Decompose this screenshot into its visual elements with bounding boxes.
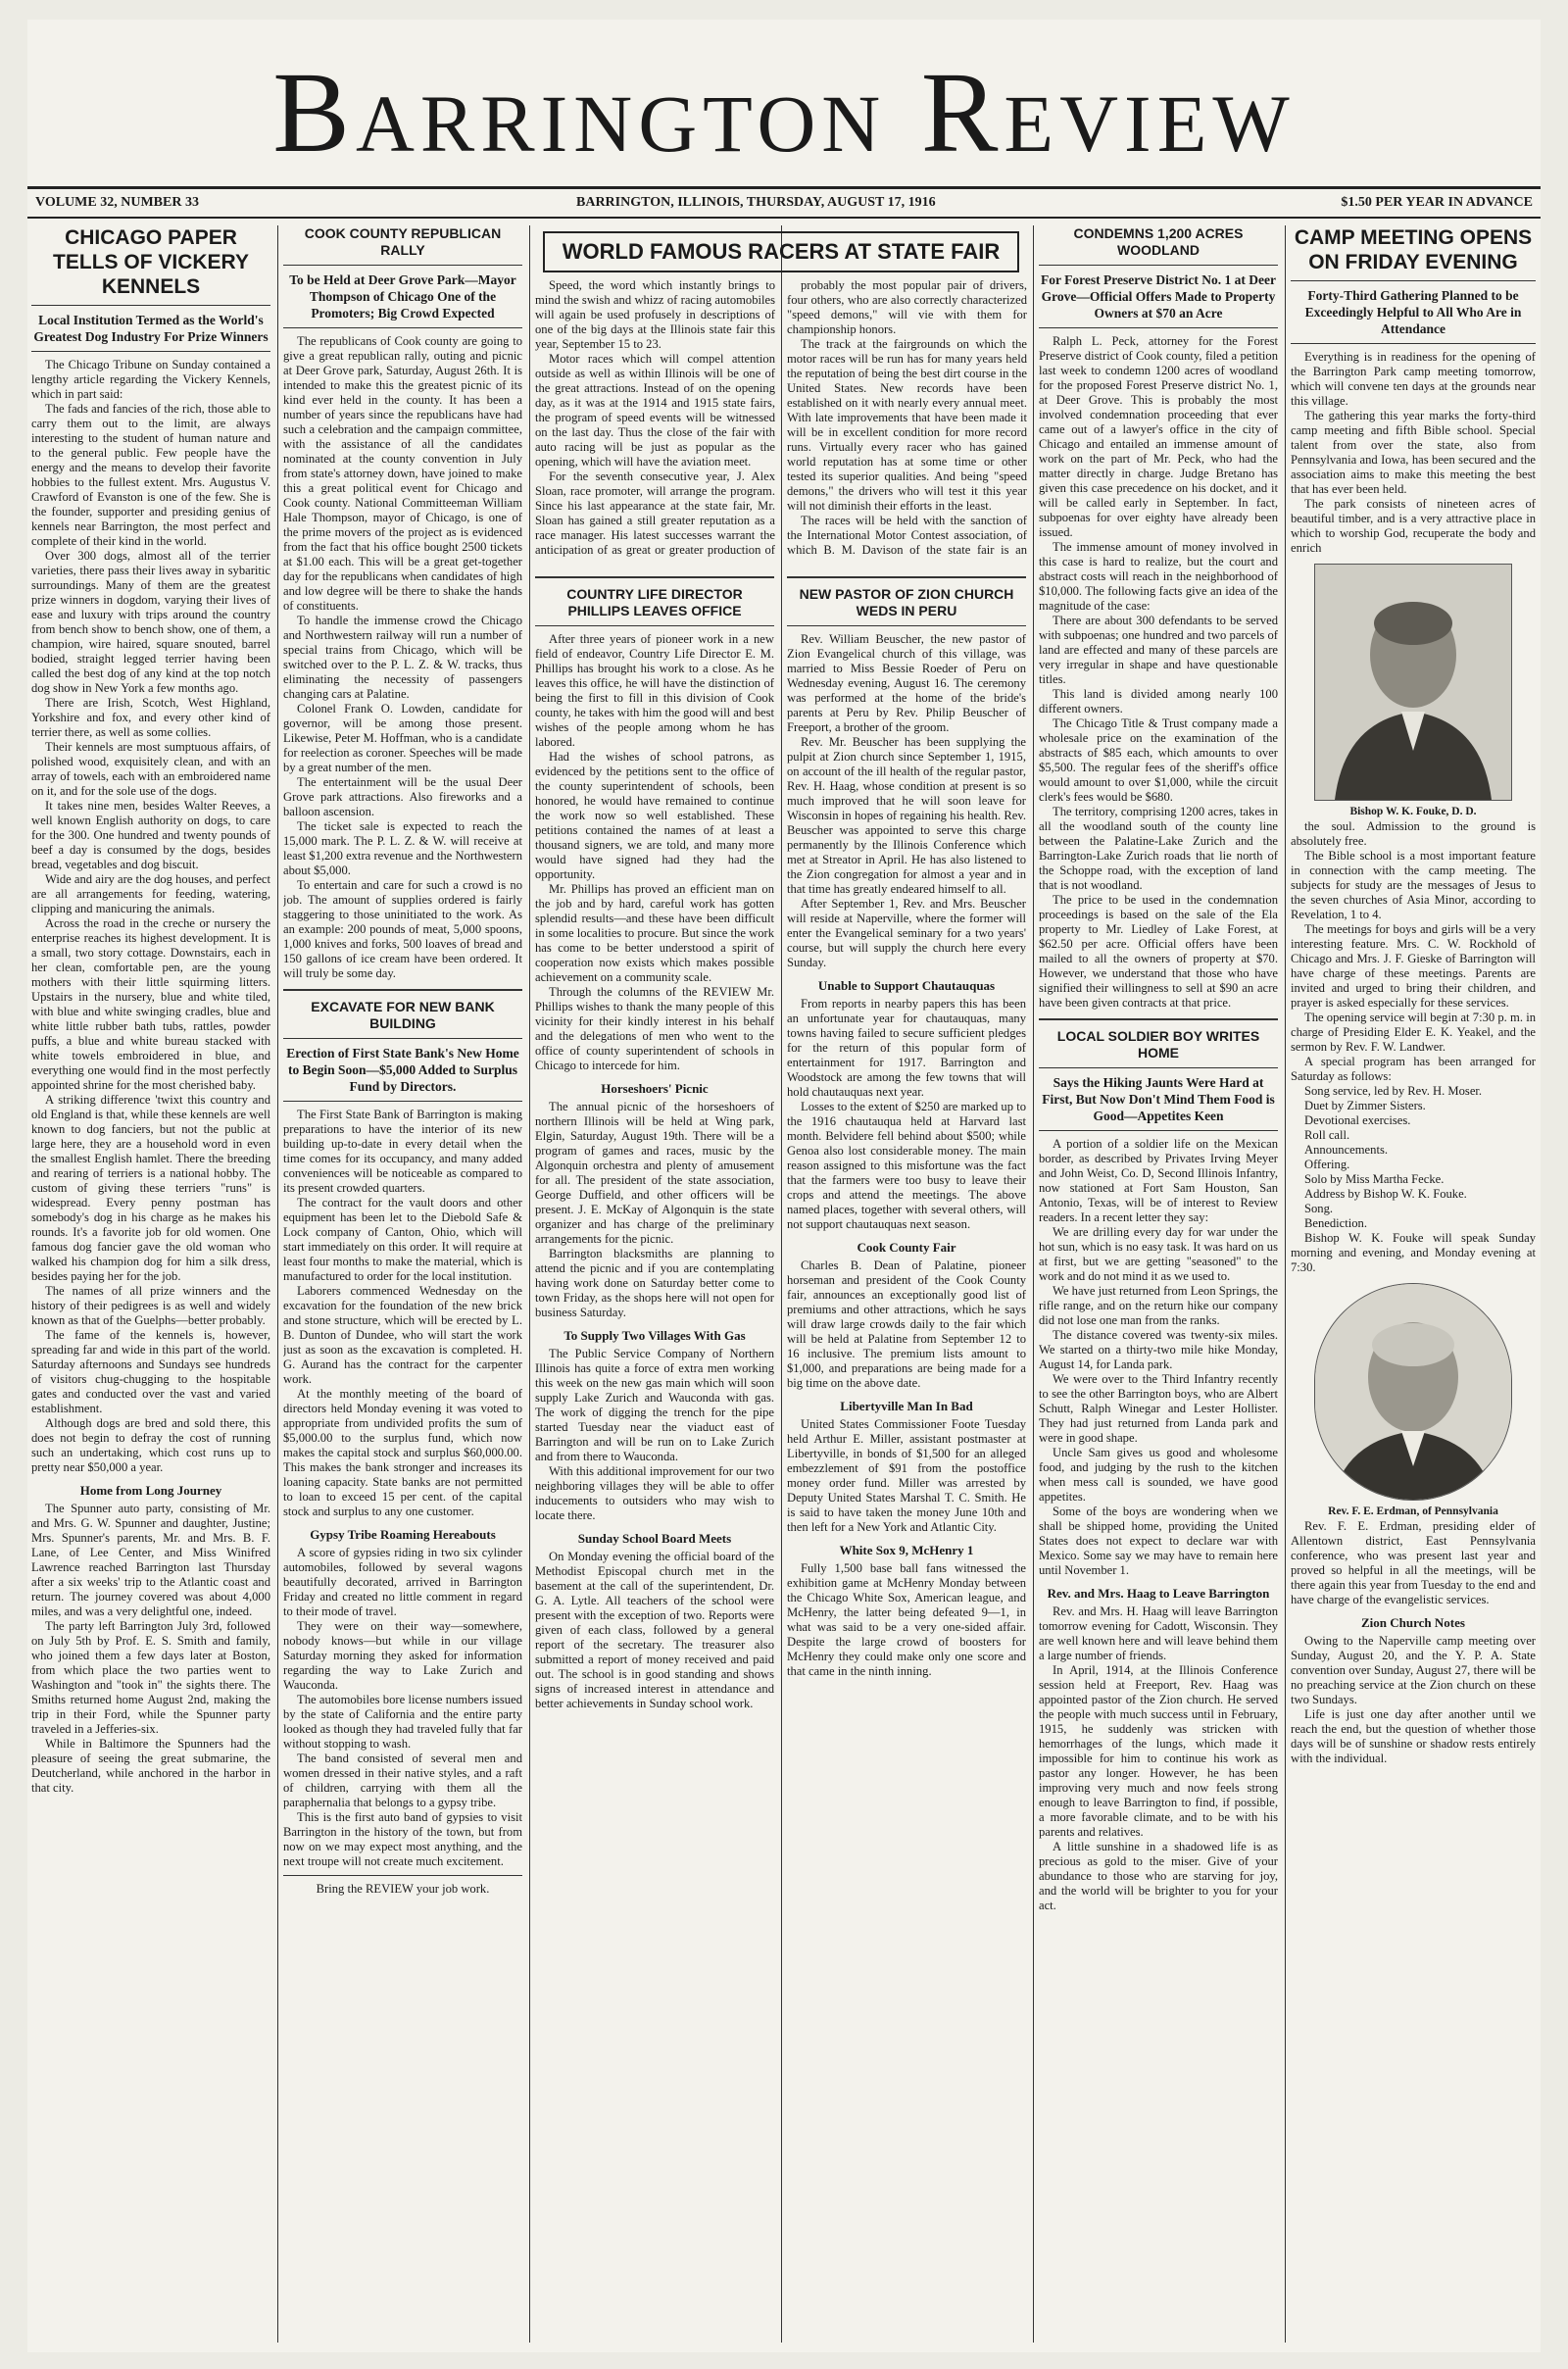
subhead-camp-meeting: Forty-Third Gathering Planned to be Exceedingly Helpful to All Who Are in Attendance: [1304, 288, 1522, 336]
paragraph: The republicans of Cook county are going to give a great republican rally, outing and picnic at Deer Grove park, Saturday, August 26th. It is intended to make this the greatest picnic of its kind ever held in the county. It has been a number of years since the republicans have had such a celebration and the campaign committee, with the assistance of all the candidates nominated at the county convention in July from state's attorney down, have joined to make this a great political event for Chicago and Cook county. National Committeeman William Hale Thompson, mayor of Chicago, is one of the prime movers of the project as is evidenced from the fact that his office bought 2500 tickets at $1.00 each. This will be a great get-together day for the republicans when candidates of high and low degree will be there to shake the hands of constituents.: [283, 334, 522, 613]
paragraph: Motor races which will compel attention outside as well as within Illinois will be one of the great attractions. Instead of on the opening day, as it was at the 1914 and 1915 state fairs, the program of speed events will be witnessed on the last day. Thus the close of the fair with auto racing will be just as popular as the opening, which will have the aviation meet.: [535, 352, 775, 469]
headline-condemns-woodland: CONDEMNS 1,200 ACRES WOODLAND: [1073, 225, 1244, 258]
paragraph: The band consisted of several men and women dressed in their native styles, and a raft of children, carrying with them all the paraphernalia that belongs to a gypsy tribe.: [283, 1752, 522, 1809]
paragraph: Bishop W. K. Fouke will speak Sunday morning and evening, and Monday evening at 7:30.: [1291, 1231, 1536, 1274]
paragraph: Rev. F. E. Erdman, presiding elder of Allentown district, East Pennsylvania conference, who was present last year and proved so helpful in all the meetings, will be there again this year from Tuesday to the end and have charge of the evangelistic services.: [1291, 1519, 1536, 1606]
headline-country-life-director: COUNTRY LIFE DIRECTOR PHILLIPS LEAVES OFFICE: [566, 586, 743, 618]
paragraph: From reports in nearby papers this has been an unfortunate year for chautauquas, many towns having failed to secure sufficient pledges for the return of this popular form of entertainment for 1917. Barrington and Woodstock are among the few towns that will hold chautauquas next year.: [787, 997, 1026, 1099]
dateline-bar: [27, 186, 1541, 219]
subhead-bank-building: Erection of First State Bank's New Home to Begin Soon—$5,000 Added to Surplus Fund by Directors.: [286, 1046, 519, 1094]
paragraph: Charles B. Dean of Palatine, pioneer horseman and president of the Cook County fair, announces an exceptionally good list of premiums and other attractions, which he says will draw large crowds daily to the fair which will be held at Palatine from September 12 to 16 inclusive. The premium lists amount to $1,000, and preparations are being made for a big time on the above date.: [787, 1259, 1026, 1390]
paragraph: After three years of pioneer work in a new field of endeavor, Country Life Director E. M. Phillips has brought his work to a close. As he leaves this office, he will have the distinction of being the first to fill in this division of Cook county, he takes with him the good will and best wishes of the people among whom he has labored.: [535, 632, 774, 749]
headline-gypsy-tribe: Gypsy Tribe Roaming Hereabouts: [310, 1527, 496, 1542]
bishop-fouke-caption: Bishop W. K. Fouke, D. D.: [1349, 806, 1477, 817]
subhead-vickery-kennels: Local Institution Termed as the World's Greatest Dog Industry For Prize Winners: [33, 313, 269, 344]
subscription-price: $1.50 PER YEAR IN ADVANCE: [1341, 195, 1533, 210]
paragraph: Rev. William Beuscher, the new pastor of Zion Evangelical church of this village, was married to Miss Bessie Roeder of Peru on Wednesday evening, August 16. The ceremony was performed at the home of the bride's parents at Peru by Rev. Philip Beuscher of Freeport, a brother of the groom.: [787, 632, 1026, 734]
column-rule: [529, 225, 530, 2343]
paragraph: Barrington blacksmiths are planning to attend the picnic and if you are contemplating having work done on Saturday better come to town Friday, as the shops here will not open for business Saturday.: [535, 1247, 774, 1319]
headline-sunday-school: Sunday School Board Meets: [577, 1531, 732, 1546]
headline-cook-county-fair: Cook County Fair: [857, 1240, 956, 1255]
paragraph: We were over to the Third Infantry recently to see the other Barrington boys, who are Albert Schutt, Ralph Winegar and Lester Hollister. They had just returned from Landa park and were in good shape.: [1039, 1372, 1278, 1445]
paragraph: With this additional improvement for our two neighboring villages they will be able to offer inducements to outsiders who may wish to locate there.: [535, 1464, 774, 1522]
paragraph: The Chicago Tribune on Sunday contained a lengthy article regarding the Vickery Kennels, which in part said:: [31, 358, 270, 401]
paragraph: Mr. Phillips has proved an efficient man on the job and by hard, careful work has gotten splendid results—and these have been difficult in some localities to procure. But since the work has come to be better understood a spirit of cooperation now exists which makes possible achievement on a community scale.: [535, 882, 774, 984]
column-rule: [1285, 225, 1286, 2343]
paragraph: Uncle Sam gives us good and wholesome food, and judging by the rush to the kitchen when mess call is sounded, we have good appetites.: [1039, 1446, 1278, 1504]
program-item: Announcements.: [1304, 1143, 1388, 1157]
headline-camp-meeting: CAMP MEETING OPENS ON FRIDAY EVENING: [1294, 226, 1533, 273]
headline-libertyville: Libertyville Man In Bad: [840, 1399, 973, 1413]
paragraph: This is the first auto band of gypsies to visit Barrington in the history of the town, but from now on we may expect most anything, and the next troupe will not create much excitement.: [283, 1810, 522, 1868]
paragraph: Their kennels are most sumptuous affairs, of polished wood, exquisitely clean, and with an array of towels, each with an embroidered name on it, and for the sole use of the dogs.: [31, 740, 270, 798]
column-3: [535, 568, 774, 2343]
column-rule: [1033, 225, 1034, 2343]
paragraph: For the seventh consecutive year, J. Alex Sloan, race promoter, will arrange the program. Since his last appearance at the state fair, Mr. Sloan has gained a still greater reputation as a race manager. His latest successes warrant the anticipation of as great or greater production of: [535, 469, 775, 557]
paragraph: A portion of a soldier life on the Mexican border, as described by Privates Irving Meyer and John Weist, Co. D, Second Illinois Infantry, now stationed at Fort Sam Houston, San Antonio, Texas, will be of interest to Review readers. In a recent letter they say:: [1039, 1137, 1278, 1224]
paragraph: The contract for the vault doors and other equipment has been let to the Diebold Safe & Lock company of Canton, Ohio, which will start immediately on this order. It will require at least four months to make the material, which is manufactured to order for the local institution.: [283, 1196, 522, 1283]
subhead-soldier-boy: Says the Hiking Jaunts Were Hard at First, But Now Don't Mind Them Food is Good—Appetites Keen: [1042, 1075, 1275, 1123]
paragraph: Fully 1,500 base ball fans witnessed the exhibition game at McHenry Monday between the Chicago White Sox, American league, and McHenry, the latter being defeated 9—1, in what was said to be a very one-sided affair. Despite the large crowd of boosters for McHenry they could make only one score and that came in the ninth inning.: [787, 1561, 1026, 1678]
paragraph: Colonel Frank O. Lowden, candidate for governor, will be among those present. Likewise, Peter M. Hoffman, who is a candidate for reelection as coroner. Speeches will be made by a great number of the men.: [283, 702, 522, 774]
paragraph: Rev. and Mrs. H. Haag will leave Barrington tomorrow evening for Cadott, Wisconsin. They are well known here and will leave behind them a large number of friends.: [1039, 1604, 1278, 1662]
paragraph: Wide and airy are the dog houses, and perfect are all arrangements for feeding, watering, clipping and manicuring the animals.: [31, 872, 270, 915]
paragraph: The Chicago Title & Trust company made a wholesale price on the examination of the abstracts of $85 each, which amounts to over $5,500. The regular fees of the sheriff's office would amount to over $1,000, while the circuit clerk's fees would be $680.: [1039, 716, 1278, 804]
paragraph: A special program has been arranged for Saturday as follows:: [1291, 1055, 1536, 1083]
job-work-notice: Bring the REVIEW your job work.: [316, 1882, 490, 1896]
headline-vickery-kennels: CHICAGO PAPER TELLS OF VICKERY KENNELS: [53, 226, 249, 298]
program-item: Song service, led by Rev. H. Moser.: [1304, 1084, 1483, 1098]
paragraph: After September 1, Rev. and Mrs. Beuscher will reside at Naperville, where the former will enter the Evangelical seminary for a two years' course, but will supply the church here every Sunday.: [787, 897, 1026, 969]
bishop-fouke-portrait: [1314, 564, 1512, 801]
headline-white-sox: White Sox 9, McHenry 1: [839, 1543, 974, 1557]
paragraph: Although dogs are bred and sold there, this does not begin to defray the cost of running such an undertaking, which cost runs up to pretty near $50,000 a year.: [31, 1416, 270, 1474]
paragraph: United States Commissioner Foote Tuesday held Arthur E. Miller, assistant postmaster at Libertyville, in bonds of $1,500 for an alleged embezzlement of $91 from the postoffice money order fund. Miller was arrested by Deputy United States Marshal T. C. Smith. He is said to have taken the money June 10th and then left for a New York and Atlantic City.: [787, 1417, 1026, 1534]
paragraph: the soul. Admission to the ground is absolutely free.: [1291, 819, 1536, 848]
paragraph: They were on their way—somewhere, nobody knows—but while in our village Saturday morning they asked for information regarding the way to Lake Zurich and Wauconda.: [283, 1619, 522, 1692]
headline-bank-building: EXCAVATE FOR NEW BANK BUILDING: [311, 999, 495, 1031]
headline-home-from-journey: Home from Long Journey: [79, 1483, 222, 1498]
program-item: Duet by Zimmer Sisters.: [1304, 1099, 1426, 1112]
paragraph: The Spunner auto party, consisting of Mr. and Mrs. G. W. Spunner and daughter, Justine; Mrs. Spunner's parents, Mr. and Mrs. B. F. Lane, of Lee Center, and Miss Winifred Lawrence reached Barrington last Thursday after a six weeks' trip to the Atlantic coast and return. The journey covered was about 4,000 miles, and was a very delightful one, indeed.: [31, 1502, 270, 1618]
paragraph: We are drilling every day for war under the hot sun, which is no easy task. It was hard on us at first, but we are getting "seasoned" to the work and do not mind it as we used to.: [1039, 1225, 1278, 1283]
rev-erdman-caption: Rev. F. E. Erdman, of Pennsylvania: [1328, 1505, 1498, 1517]
paragraph: Had the wishes of school patrons, as evidenced by the petitions sent to the office of the county superintendent of schools, been honored, he would have remained to continue the work now so well established. These petitions contained the names of at least a thousand signers, we are told, and many more would have signed had they had the opportunity.: [535, 750, 774, 881]
paragraph: We have just returned from Leon Springs, the rifle range, and on the return hike our company did not lose one man from the ranks.: [1039, 1284, 1278, 1327]
paragraph: Rev. Mr. Beuscher has been supplying the pulpit at Zion church since September 1, 1915, on account of the ill health of the regular pastor, Rev. H. Haag, whose condition at present is so much improved that he will soon leave for Wisconsin in hopes of regaining his health. Rev. Beuscher was appointed to serve this charge permanently by the Illinois Conference which met at Streator in April. He has also listened to the Zion congregation for almost a year and in that time has greatly endeared himself to all.: [787, 735, 1026, 896]
program-item: Roll call.: [1304, 1128, 1350, 1142]
subhead-condemns-woodland: For Forest Preserve District No. 1 at Deer Grove—Official Offers Made to Property Owners at $70 an Acre: [1041, 272, 1276, 321]
paragraph: The distance covered was twenty-six miles. We started on a thirty-two mile hike Monday, August 14, for Landa park.: [1039, 1328, 1278, 1371]
paragraph: The park consists of nineteen acres of beautiful timber, and is a very attractive place in which to worship God, recuperate the body and enrich: [1291, 497, 1536, 555]
column-6: [1291, 225, 1536, 2343]
program-item: Solo by Miss Martha Fecke.: [1304, 1172, 1445, 1186]
paragraph: At the monthly meeting of the board of directors held Monday evening it was voted to appropriate from undivided profits the sum of $5,000.00 to the surplus fund, which now makes the capital stock and surplus $60,000.00. This makes the bank stronger and increases its loaning capacity. State banks are not permitted to loan to exceed 15 per cent. of the capital stock and surplus to any one customer.: [283, 1387, 522, 1518]
paragraph: The price to be used in the condemnation proceedings is based on the sale of the Ela property to Mr. Liedley of Lake Forest, at $62.50 per acre. Official offers have been mailed to all the owners of property at $70. However, we understand that those who have signified their willingness to sell at $90 an acre have been given contracts at that price.: [1039, 893, 1278, 1010]
paragraph: The opening service will begin at 7:30 p. m. in charge of Presiding Elder E. K. Yeakel, and the sermon by Rev. F. W. Landwer.: [1291, 1011, 1536, 1054]
program-item: Address by Bishop W. K. Fouke.: [1304, 1187, 1467, 1201]
paragraph: The Public Service Company of Northern Illinois has quite a force of extra men working this week on the new gas main which will soon supply Lake Zurich and Wauconda with gas. The work of digging the trench for the pipe started Tuesday near the viaduct east of Barrington and will be run on to Lake Zurich and from there to Wauconda.: [535, 1347, 774, 1463]
paragraph: probably the most popular pair of drivers, four others, who are also correctly characterized "speed demons," will vie with them for championship honors.: [787, 278, 1027, 336]
paragraph: Life is just one day after another until we reach the end, but the question of whether those days will be of sunshine or shadow rests entirely with the individual.: [1291, 1707, 1536, 1765]
paragraph: A little sunshine in a shadowed life is as precious as gold to the miser. Give of your abundance to those who are starving for joy, and the world will be brighter to you for your act.: [1039, 1840, 1278, 1912]
headline-horseshoers-picnic: Horseshoers' Picnic: [601, 1081, 709, 1096]
paragraph: A striking difference 'twixt this country and old England is that, while these kennels are well known to dog fanciers, but not the public at large here, they are a household word in even the smallest English hamlet. There the breeding and rearing of terriers is a national hobby. The custom of giving these terriers "runs" is widespread. Every penny postman has somebody's dog in his charge as he makes his rounds. It's a favorite job for old women. One famous dog fancier gave the old woman who walked his champion dog for him a silk dress, besides paying her for the job.: [31, 1093, 270, 1283]
paragraph: While in Baltimore the Spunners had the pleasure of seeing the great submarine, the Deutcherland, while anchored in the harbor in that city.: [31, 1737, 270, 1795]
paragraph: Through the columns of the REVIEW Mr. Phillips wishes to thank the many people of this vicinity for their kindly interest in his behalf and the delegations of men who went to the office of county superintendent of schools in Chicago to intercede for him.: [535, 985, 774, 1072]
program-item: Benediction.: [1304, 1216, 1368, 1230]
headline-zion-notes: Zion Church Notes: [1361, 1615, 1465, 1630]
paragraph: Over 300 dogs, almost all of the terrier varieties, there pass their lives away in sybaritic surroundings. Many of them are the greatest prize winners in dogdom, varying their lives of ease and luxury with trips around the country from bench show to bench show, one of them, a champion, wire haired, square snouted, barrel bodied, straight legged terrier having been called the best dog of any kind at the top notch dog show in New York a few months ago.: [31, 549, 270, 695]
paragraph: Speed, the word which instantly brings to mind the swish and whizz of racing automobiles will again be used profusely in descriptions of one of the big days at the Illinois state fair this year, September 15 to 23.: [535, 278, 775, 351]
headline-republican-rally: COOK COUNTY REPUBLICAN RALLY: [304, 225, 502, 258]
paragraph: On Monday evening the official board of the Methodist Episcopal church met in the basement at the call of the superintendent, Dr. G. A. Lytle. All teachers of the school were present with the exception of two. Reports were given of each class, followed by a general report of the secretary. The treasurer also submitted a report of money received and paid out. The school is in good standing and shows signs of increased interest in attendance and better achievements in Sunday school work.: [535, 1550, 774, 1710]
paragraph: Some of the boys are wondering when we shall be shipped home, providing the United States does not expect to declare war with Mexico. Some say we may have to remain here until November 1.: [1039, 1505, 1278, 1577]
program-item: Offering.: [1304, 1158, 1350, 1171]
rev-erdman-portrait: [1314, 1283, 1512, 1501]
paragraph: The party left Barrington July 3rd, followed on July 5th by Prof. E. S. Smith and family, who joined them a few days later at Boston, from which place the two parties went to Washington and "took in" the sights there. The Smiths returned home August 2nd, making the trip in their Ford, while the Spunner party traveled in a Jefferies-six.: [31, 1619, 270, 1736]
paragraph: There are Irish, Scotch, West Highland, Yorkshire and fox, and every other kind of terrier there, as well as some collies.: [31, 696, 270, 739]
paragraph: Losses to the extent of $250 are marked up to the 1916 chautauqua held at Harvard last month. Belvidere fell behind about $500; while Genoa also lost considerable money. The main reason assigned to this misfortune was the fact that the farmers were too busy to leave their crops and attend the meetings. The above named places, together with several others, will not support chautauquas next season.: [787, 1100, 1026, 1231]
headline-chautauquas: Unable to Support Chautauquas: [817, 978, 996, 993]
paragraph: The fame of the kennels is, however, spreading far and wide in this part of the world. Saturday afternoons and Sundays see hundreds of visitors chug-chugging to the hospitable gates and conducted over the vast and varied establishment.: [31, 1328, 270, 1415]
paragraph: There are about 300 defendants to be served with subpoenas; one hundred and two parcels of land are effected and many of these parcels are very irregular in shape and have questionable titles.: [1039, 614, 1278, 686]
article-vickery-kennels: [31, 358, 270, 1475]
subhead-republican-rally: To be Held at Deer Grove Park—Mayor Thompson of Chicago One of the Promoters; Big Crowd Expected: [289, 272, 516, 321]
paragraph: This land is divided among nearly 100 different owners.: [1039, 687, 1278, 716]
paragraph: The entertainment will be the usual Deer Grove park attractions. Also fireworks and a balloon ascension.: [283, 775, 522, 818]
racers-col-right: [787, 278, 1027, 559]
paragraph: The meetings for boys and girls will be a very interesting feature. Mrs. C. W. Rockhold of Chicago and Mrs. J. F. Gieske of Barrington will have charge of these meetings. Parents are invited and urged to bring their children, and prayer is asked especially for these services.: [1291, 922, 1536, 1010]
paragraph: Everything is in readiness for the opening of the Barrington Park camp meeting tomorrow, which will convene ten days at the grounds near this village.: [1291, 350, 1536, 408]
paragraph: The immense amount of money involved in this case is hard to realize, but the court and abstract costs will reach in the neighborhood of $10,000. The following facts give an idea of the magnitude of the case:: [1039, 540, 1278, 613]
headline-soldier-boy: LOCAL SOLDIER BOY WRITES HOME: [1056, 1028, 1260, 1061]
headline-gas-supply: To Supply Two Villages With Gas: [564, 1328, 746, 1343]
paragraph: The gathering this year marks the forty-third camp meeting and fifth Bible school. Special talent from over the state, also from Pennsylvania and Iowa, has been secured and the association aims to make this meeting the best that has ever been held.: [1291, 409, 1536, 496]
paragraph: In April, 1914, at the Illinois Conference session held at Freeport, Rev. Haag was appointed pastor of the Zion church. He served the people with much success until in February, 1915, he suddenly was stricken with hemorrhages of the lungs, which made it impossible for him to continue his work as pastor any longer. However, he has been improving very much and now feels strong enough to leave Barrington to find, if possible, a more favorable climate, and to be with his parents and relatives.: [1039, 1663, 1278, 1839]
column-rule: [277, 225, 278, 2343]
paragraph: The Bible school is a most important feature in connection with the camp meeting. The subjects for study are the messages of Jesus to the seven churches of Asia Minor, according to Revelation, 1 to 4.: [1291, 849, 1536, 921]
volume-number: VOLUME 32, NUMBER 33: [35, 195, 199, 210]
paragraph: The automobiles bore license numbers issued by the state of California and the entire party looked as though they had traveled fully that far without stopping to wash.: [283, 1693, 522, 1751]
newspaper-page: [27, 20, 1541, 2352]
paragraph: The fads and fancies of the rich, those able to carry them out to the limit, are always interesting to the student of human nature and to the general public. Few people have the energy and the means to develop their favorite hobbies to the fullest extent. Mrs. Augustus V. Crawford of Evanston is one of the few. She is the founder, supporter and presiding genius of kennels near Barrington, the most perfect and complete of their kind in the world.: [31, 402, 270, 548]
paragraph: Laborers commenced Wednesday on the excavation for the foundation of the new brick and stone structure, which will be erected by L. B. Dunton of Dundee, who will start the work just as soon as the excavation is completed. H. G. Aurand has the contract for the carpenter work.: [283, 1284, 522, 1386]
masthead-title: Barrington Review: [272, 48, 1296, 176]
paragraph: The races will be held with the sanction of the International Motor Contest association, of which B. M. Davison of the state fair is an: [787, 514, 1027, 557]
headline-haag-leave: Rev. and Mrs. Haag to Leave Barrington: [1047, 1586, 1270, 1601]
column-5: [1039, 225, 1278, 2343]
paragraph: To handle the immense crowd the Chicago and Northwestern railway will run a number of special trains from Chicago, which will be switched over to the P. L. Z. & W. tracks, thus eliminating the necessity of passengers changing cars at Palatine.: [283, 614, 522, 701]
program-item: Song.: [1304, 1202, 1334, 1215]
paragraph: The names of all prize winners and the history of their pedigrees is as well and widely known as that of the Guelphs—better probably.: [31, 1284, 270, 1327]
column-4: [787, 568, 1026, 2343]
paragraph: The territory, comprising 1200 acres, takes in all the woodland south of the county line between the Palatine-Lake Zurich and the Barrington-Lake Zurich roads that lie north of the Schoppe road, with the exception of land that is not woodland.: [1039, 805, 1278, 892]
program-item: Devotional exercises.: [1304, 1113, 1411, 1127]
paragraph: Owing to the Naperville camp meeting over Sunday, August 20, and the Y. P. A. State convention over Sunday, August 27, there will be no preaching service at the Zion church on these two Sundays.: [1291, 1634, 1536, 1706]
racers-col-left: [535, 278, 775, 559]
column-1: [31, 225, 270, 2343]
column-2: [283, 225, 522, 2343]
headline-racers-state-fair: WORLD FAMOUS RACERS AT STATE FAIR: [543, 231, 1019, 272]
paragraph: The track at the fairgrounds on which the motor races will be run has for many years held the reputation of being the best dirt course in the United States. New records have been established on it with nearly every annual meet. With late improvements that have been made it will be in excellent condition for more record runs. Virtually every racer who has gained world reputation has at some time or other tested its superior qualities. And being "speed demons," the drivers who will test it this year will not diminish their efforts in the least.: [787, 337, 1027, 513]
paragraph: The ticket sale is expected to reach the 15,000 mark. The P. L. Z. & W. will receive at least $1,200 extra revenue and the Northwestern about $5,000.: [283, 819, 522, 877]
paragraph: Ralph L. Peck, attorney for the Forest Preserve district of Cook county, filed a petition last week to condemn 1200 acres of woodland for the proposed Forest Preserve district No. 1, at Deer Grove. This is probably the most involved condemnation proceeding that ever came out of a lawyer's office in the city of Chicago and entailed an immense amount of work on the part of Mr. Peck, who had the matter directly in charge. Judge Bretano has given this case precedence on his docket, and it will be called early in September. In fact, subpoenas for over eighty have already been issued.: [1039, 334, 1278, 539]
paragraph: Across the road in the creche or nursery the enterprise reaches its highest development. It is a small, two story cottage. Downstairs, each in her clean, comfortable pen, are the young mothers with their little squirming litters. Upstairs in the nursery, blue and white tiled, with blue and white swinging cradles, blue and white little rubber bath tubs, rattles, powder puffs, a blue and white bureau stacked with white towels embroidered in blue, and everything one would find in the most perfectly appointed shrine for the most cherished baby.: [31, 916, 270, 1092]
paragraph: The First State Bank of Barrington is making preparations to have the interior of its new building up-to-date in every detail when the time comes for its occupancy, and many added conveniences will be noticeable as compared to its present crowded quarters.: [283, 1108, 522, 1195]
paragraph: The annual picnic of the horseshoers of northern Illinois will be held at Wing park, Elgin, Saturday, August 19th. There will be a program of games and races, music by the Algonquin orchestra and plenty of amusement for all. The president of the state association, George Duffield, and other officers will be present. J. E. McKay of Algonquin is the state organizer and has charge of the preliminary arrangements for the picnic.: [535, 1100, 774, 1246]
racers-article: [535, 225, 1027, 559]
paragraph: A score of gypsies riding in two six cylinder automobiles, followed by several wagons beautifully decorated, arrived in Barrington Friday and created no little comment in regard to their mode of travel.: [283, 1546, 522, 1618]
paragraph: It takes nine men, besides Walter Reeves, a well known English authority on dogs, to care for the 300. One hundred and twenty pounds of beef a day is consumed by the dogs, besides bread, vegetables and dog biscuit.: [31, 799, 270, 871]
dateline: BARRINGTON, ILLINOIS, THURSDAY, AUGUST 17, 1916: [576, 195, 936, 210]
paragraph: To entertain and care for such a crowd is no job. The amount of supplies ordered is fairly staggering to those uninitiated to the work. As an example: 200 pounds of meat, 5,000 spoons, 1,000 knives and forks, 500 loaves of bread and 150 gallons of ice cream have been ordered. It will truly be some day.: [283, 878, 522, 980]
headline-zion-pastor: NEW PASTOR OF ZION CHURCH WEDS IN PERU: [799, 586, 1014, 618]
